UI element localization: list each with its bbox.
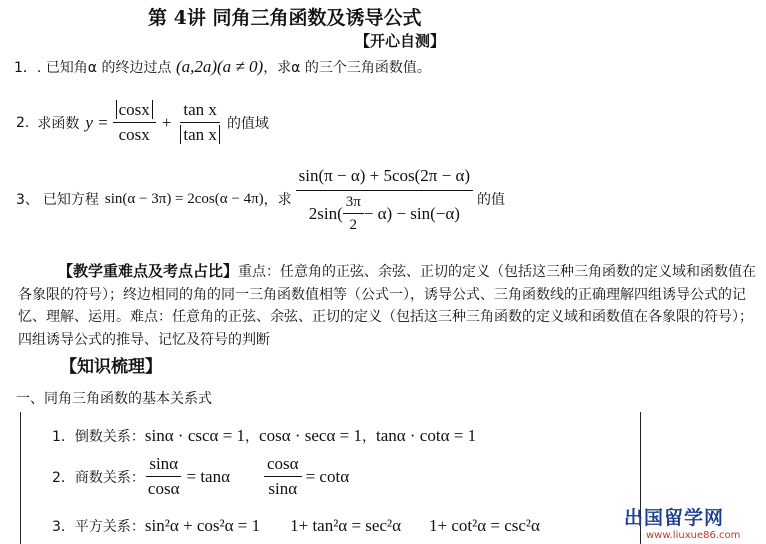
watermark-title: 出国留学网 — [624, 507, 725, 529]
q2-text-b: 的值域 — [226, 115, 269, 132]
rel2-label: 2．商数关系： — [52, 469, 145, 486]
rel1-formula-1: sinα · cscα = 1 — [144, 426, 246, 445]
page-title: 第 4讲 同角三角函数及诱导公式 — [148, 7, 422, 29]
reciprocal-relation — [52, 426, 476, 446]
q1-text-b: ，求α 的三个三角函数值。 — [263, 60, 431, 76]
q2-plus: + — [161, 112, 172, 132]
q3-number: 3、 — [16, 192, 39, 208]
q3-numerator: sin(π − α) + 5cos(2π − α) — [296, 164, 473, 191]
watermark-url: www.liuxue86.com — [646, 530, 741, 541]
rel2-result-1: = tanα — [186, 466, 231, 486]
q3-den-frac-num: 3π — [343, 193, 364, 214]
rel1-sep-1: ， — [245, 429, 260, 445]
box-left-border — [20, 412, 21, 544]
rel2-result-2: = cotα — [305, 466, 350, 486]
q2-text-a: 求函数 — [37, 115, 80, 132]
rel2-num-2: cosα — [264, 454, 302, 477]
q2-num2: tan x — [180, 100, 220, 123]
q3-den-a: 2sin( — [308, 203, 343, 223]
rel2-den-1: cosα — [147, 479, 180, 498]
rel3-formula-3: 1+ cot²α = csc²α — [429, 516, 540, 535]
q3-denominator — [306, 191, 463, 234]
q2-fraction-cos — [113, 100, 156, 145]
q1-point: (a,2a)(a ≠ 0) — [175, 57, 264, 76]
q2-den1: cosx — [118, 125, 150, 144]
rel1-formula-3: tanα · cotα = 1 — [375, 426, 477, 445]
rel1-sep-2: ， — [361, 429, 376, 445]
rel2-fraction-1 — [145, 454, 183, 499]
section-heading-kaixin: 【开心自测】 — [355, 32, 446, 50]
question-2 — [16, 100, 269, 145]
rel3-label: 3．平方关系： — [52, 519, 145, 535]
q3-den-frac-den: 2 — [349, 217, 358, 233]
key-points-text: 重点：任意角的正弦、余弦、正切的定义（包括这三种三角函数的定义域和函数值在各象限的符号）；终边相同的角的同一三角函数值相等（公式一），诱导公式、三角函数线的正确理解四组诱导公式的记忆、理解、运用。难点：任意角的正弦、余弦、正切的定义（包括这三种三角函数的定义域和函数值在各象限的符号）；四组诱导公式的推导、记忆及符号的判断 — [18, 264, 757, 348]
q2-den2: tan x — [180, 125, 220, 144]
part-1-heading: 一、同角三角函数的基本关系式 — [16, 391, 212, 407]
q2-num1: cosx — [116, 100, 153, 119]
q3-text-c: 的值 — [477, 192, 506, 208]
watermark-logo — [624, 503, 764, 543]
rel3-formula-1: sin²α + cos²α = 1 — [144, 516, 261, 535]
square-relation — [52, 516, 540, 536]
question-1 — [14, 55, 431, 80]
q3-den-b: − α) − sin(−α) — [363, 203, 460, 223]
q2-y: y = — [85, 112, 109, 132]
q3-equation: sin(α − 3π) = 2cos(α − 4π) — [104, 190, 264, 207]
q2-number: 2. — [16, 114, 30, 131]
rel1-formula-2: cosα · secα = 1 — [259, 426, 362, 445]
q2-fraction-tan — [177, 100, 223, 145]
q3-text-a: 已知方程 — [42, 192, 99, 208]
q3-fraction — [296, 164, 473, 234]
rel2-num-1: sinα — [146, 454, 181, 477]
q3-text-b: ，求 — [263, 192, 292, 208]
quotient-relation — [52, 454, 349, 499]
section-heading-zhishi: 【知识梳理】 — [60, 357, 162, 377]
q1-number: 1．. — [14, 60, 42, 76]
question-3 — [16, 164, 505, 234]
rel2-fraction-2 — [264, 454, 302, 499]
key-points-paragraph — [18, 260, 758, 351]
q3-den-fraction — [343, 193, 364, 234]
rel1-label: 1．倒数关系： — [52, 429, 145, 445]
rel3-formula-2: 1+ tan²α = sec²α — [290, 516, 402, 535]
section-heading-zhongdian: 【教学重难点及考点占比】 — [58, 262, 239, 280]
q1-text-a: 已知角α 的终边过点 — [45, 60, 172, 76]
rel2-den-2: sinα — [268, 479, 298, 498]
